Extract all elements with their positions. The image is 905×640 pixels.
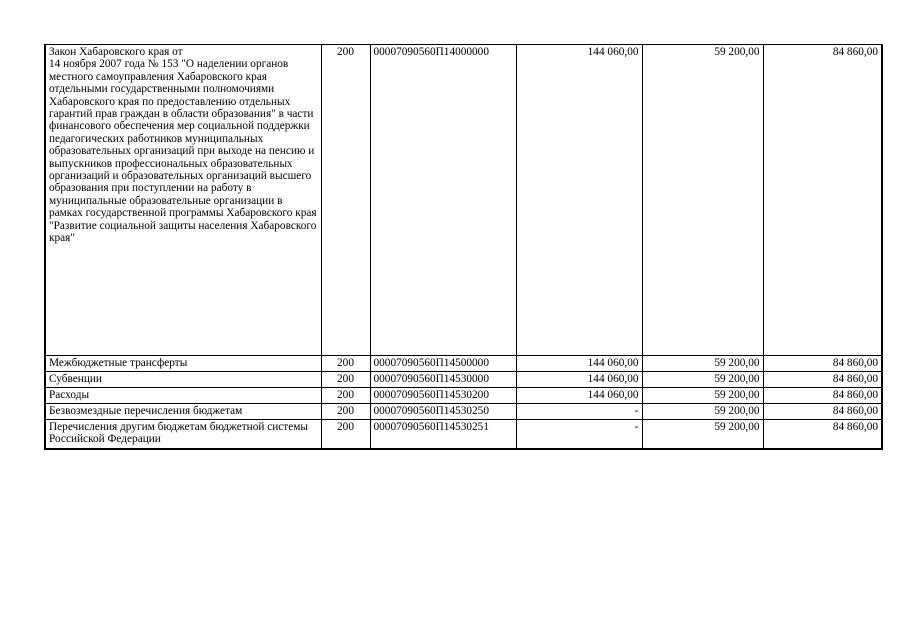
row-executed-amount: 59 200,00 bbox=[642, 356, 763, 372]
row-name: Безвозмездные перечисления бюджетам bbox=[45, 404, 321, 420]
row-name: Расходы bbox=[45, 388, 321, 404]
row-name: Перечисления другим бюджетам бюджетной системы Российской Федерации bbox=[45, 420, 321, 450]
row-classification-code: 00007090560П14530000 bbox=[370, 372, 516, 388]
row-plan-amount: 144 060,00 bbox=[516, 372, 642, 388]
row-remaining-amount: 84 860,00 bbox=[763, 45, 882, 356]
row-executed-amount: 59 200,00 bbox=[642, 388, 763, 404]
row-executed-amount: 59 200,00 bbox=[642, 420, 763, 450]
row-remaining-amount: 84 860,00 bbox=[763, 388, 882, 404]
row-plan-amount: - bbox=[516, 420, 642, 450]
row-code: 200 bbox=[321, 404, 370, 420]
row-classification-code: 00007090560П14000000 bbox=[370, 45, 516, 356]
row-code: 200 bbox=[321, 356, 370, 372]
row-code: 200 bbox=[321, 420, 370, 450]
row-code: 200 bbox=[321, 45, 370, 356]
row-remaining-amount: 84 860,00 bbox=[763, 404, 882, 420]
row-plan-amount: 144 060,00 bbox=[516, 45, 642, 356]
row-plan-amount: 144 060,00 bbox=[516, 356, 642, 372]
row-remaining-amount: 84 860,00 bbox=[763, 372, 882, 388]
row-classification-code: 00007090560П14530200 bbox=[370, 388, 516, 404]
row-remaining-amount: 84 860,00 bbox=[763, 356, 882, 372]
row-plan-amount: - bbox=[516, 404, 642, 420]
table-row bbox=[45, 372, 882, 388]
table-row bbox=[45, 388, 882, 404]
row-plan-amount: 144 060,00 bbox=[516, 388, 642, 404]
row-executed-amount: 59 200,00 bbox=[642, 372, 763, 388]
row-name: Закон Хабаровского края от 14 ноября 2007 года № 153 "О наделении органов местного самоуправления Хабаровского края отдельными государственными полномочиями Хабаровского края по предоставлению отдельных гарантий прав граждан в области образования" в части финансового обеспечения мер социальной поддержки педагогических работников муниципальных образовательных организаций при выходе на пенсию и выпускников профессиональных образовательных организаций и образовательных организаций высшего образования при поступлении на работу в муниципальные образовательные организации в рамках государственной программы Хабаровского края "Развитие социальной защиты населения Хабаровского края" bbox=[45, 45, 321, 356]
table-row bbox=[45, 420, 882, 450]
table-row bbox=[45, 356, 882, 372]
budget-execution-table bbox=[44, 44, 883, 450]
row-code: 200 bbox=[321, 388, 370, 404]
row-classification-code: 00007090560П14500000 bbox=[370, 356, 516, 372]
table-row bbox=[45, 45, 882, 356]
row-remaining-amount: 84 860,00 bbox=[763, 420, 882, 450]
row-executed-amount: 59 200,00 bbox=[642, 45, 763, 356]
row-executed-amount: 59 200,00 bbox=[642, 404, 763, 420]
row-name: Межбюджетные трансферты bbox=[45, 356, 321, 372]
row-name: Субвенции bbox=[45, 372, 321, 388]
row-classification-code: 00007090560П14530250 bbox=[370, 404, 516, 420]
row-code: 200 bbox=[321, 372, 370, 388]
row-classification-code: 00007090560П14530251 bbox=[370, 420, 516, 450]
table-row bbox=[45, 404, 882, 420]
